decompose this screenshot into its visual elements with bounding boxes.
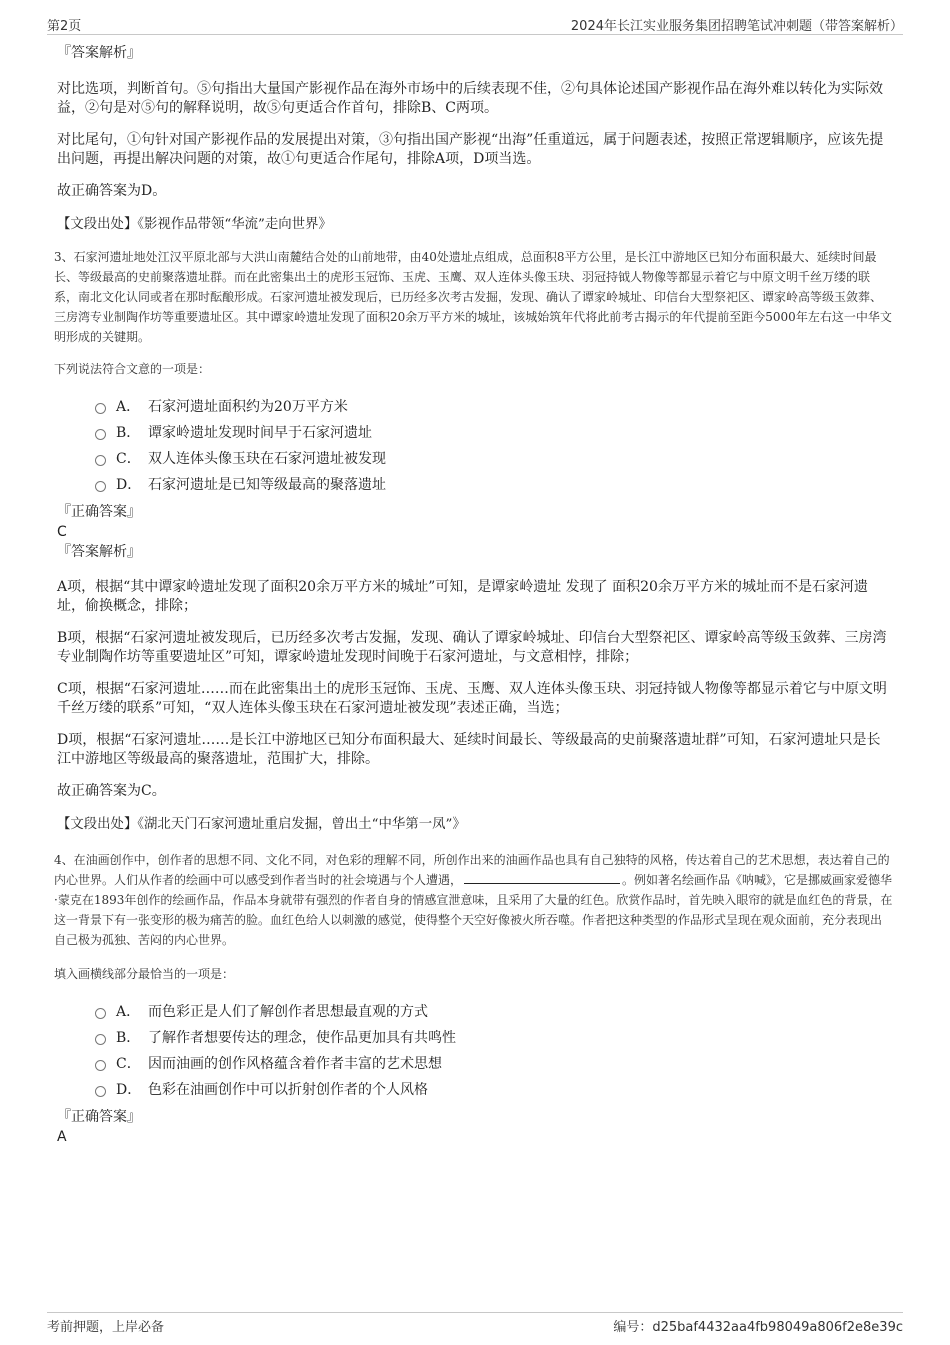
radio-button[interactable] [95,403,106,414]
q3-analysis-paragraph: D项，根据“石家河遗址……是长江中游地区已知分布面积最大、延续时间最长、等级最高的史前聚落遗址群”可知，石家河遗址只是长江中游地区等级最高的聚落遗址，范围扩大，排除。 [57,732,881,768]
q3-correct-answer: C [57,524,67,541]
q3-correct-label: 『正确答案』 [57,504,141,521]
q4-option-a[interactable]: A． 而色彩正是人们了解创作者思想最直观的方式 [95,998,893,1024]
q2-analysis-paragraph: 对比选项，判断首句。⑤句指出大量国产影视作品在海外市场中的后续表现不佳，②句具体论述国产影视作品在海外难以转化为实际效益，②句是对⑤句的解释说明，故⑤句更适合作首句，排除B、C两项。 [57,81,883,116]
q3-analysis-paragraph: A项，根据“其中谭家岭遗址发现了面积20余万平方米的城址”可知，是谭家岭遗址 发现了 面积20余万平方米的城址而不是石家河遗址，偷换概念，排除； [57,579,868,615]
radio-button[interactable] [95,1060,106,1071]
q4-correct-answer: A [57,1129,67,1146]
q4-option-c[interactable]: C． 因而油画的创作风格蕴含着作者丰富的艺术思想 [95,1050,893,1076]
q3-source: 【文段出处】《湖北天门石家河遗址重启发掘，曾出土“中华第一凤”》 [57,817,466,833]
q4-correct-label: 『正确答案』 [57,1109,141,1126]
q3-stem: 3、石家河遗址地处江汉平原北部与大洪山南麓结合处的山前地带，由40处遗址点组成，总面积8平方公里，是长江中游地区已知分布面积最大、延续时间最长、等级最高的史前聚落遗址群。而在此密集出土的虎形玉冠饰、玉虎、玉鹰、双人连体头像玉玦、羽冠持钺人物像等都显示着它与中原文明千丝万缕的联系，南北文化认同或者在那时酝酿形成。石家河遗址被发现后，已历经多次考古发掘，发现、确认了谭家岭城址、印信台大型祭祀区、谭家岭高等级玉敛葬、三房湾专业制陶作坊等重要遗址区。其中谭家岭遗址发现了面积20余万平方米的城址，该城始筑年代将此前考古揭示的年代提前至距今5000年左右这一中华文明形成的关键期。 [54,250,892,345]
radio-button[interactable] [95,429,106,440]
q4-option-b[interactable]: B． 了解作者想要传达的理念，使作品更加具有共鸣性 [95,1024,893,1050]
radio-button[interactable] [95,455,106,466]
q3-option-d[interactable]: D． 石家河遗址是已知等级最高的聚落遗址 [95,471,893,497]
q3-analysis-label: 『答案解析』 [57,544,141,561]
q4-option-d[interactable]: D． 色彩在油画创作中可以折射创作者的个人风格 [95,1076,893,1102]
radio-button[interactable] [95,1086,106,1097]
page-header [47,14,903,35]
q2-analysis-label: 『答案解析』 [57,45,141,61]
document-code: 编号：d25baf4432aa4fb98049a806f2e8e39c [613,1320,903,1335]
footer-slogan: 考前押题，上岸必备 [47,1320,165,1335]
q4-prompt: 填入画横线部分最恰当的一项是： [54,967,235,982]
q3-prompt: 下列说法符合文意的一项是： [54,362,211,377]
page-number: 第2页 [47,19,82,34]
q3-analysis-paragraph: B项，根据“石家河遗址被发现后，已历经多次考古发掘，发现、确认了谭家岭城址、印信台大型祭祀区、谭家岭高等级玉敛葬、三房湾专业制陶作坊等重要遗址区”可知，谭家岭遗址发现时间晚于石家河遗址，与文意相悖，排除； [57,630,887,666]
page-content [54,44,893,1147]
q3-options [95,393,893,497]
q3-option-a[interactable]: A． 石家河遗址面积约为20万平方米 [95,393,893,419]
q3-analysis-paragraph: C项，根据“石家河遗址……而在此密集出土的虎形玉冠饰、玉虎、玉鹰、双人连体头像玉玦、羽冠持钺人物像等都显示着它与中原文明千丝万缕的联系”可知，“双人连体头像玉玦在石家河遗址被发现”表述正确，当选； [57,681,887,717]
q4-options [95,998,893,1102]
q2-analysis-conclusion: 故正确答案为D。 [57,183,167,199]
radio-button[interactable] [95,1034,106,1045]
q4-stem: 4、在油画创作中，创作者的思想不同、文化不同，对色彩的理解不同，所创作出来的油画作品也具有自己独特的风格，传达着自己的艺术思想，表达着自己的内心世界。人们从作者的绘画中可以感受到作者当时的社会境遇与个人遭遇， 。例如著名绘画作品《呐喊》，它是挪威画家爱德华·蒙克在1893年创作的绘画作品，作品本身就带有强烈的作者自身的情感宣泄意味，且采用了大量的红色。欣赏作品时，首先映入眼帘的就是血红色的背景，在这一背景下有一张变形的极为痛苦的脸。血红色给人以刺激的感觉，使得整个天空好像被火所吞噬。作者把这种类型的作品形式呈现在观众面前，充分表现出自己极为孤独、苦闷的内心世界。 [54,853,893,948]
page-footer [47,1312,903,1337]
document-title: 2024年长江实业服务集团招聘笔试冲刺题（带答案解析） [570,19,903,34]
q2-analysis-paragraph: 对比尾句，①句针对国产影视作品的发展提出对策，③句指出国产影视“出海”任重道远，属于问题表述，按照正常逻辑顺序，应该先提出问题，再提出解决问题的对策，故①句更适合作尾句，排除A项，D项当选。 [57,132,884,167]
q3-option-c[interactable]: C． 双人连体头像玉玦在石家河遗址被发现 [95,445,893,471]
q2-source: 【文段出处】《影视作品带领“华流”走向世界》 [57,217,332,232]
radio-button[interactable] [95,1008,106,1019]
radio-button[interactable] [95,481,106,492]
q3-analysis-conclusion: 故正确答案为C。 [57,783,166,800]
fill-in-blank [464,871,620,884]
q3-option-b[interactable]: B． 谭家岭遗址发现时间早于石家河遗址 [95,419,893,445]
